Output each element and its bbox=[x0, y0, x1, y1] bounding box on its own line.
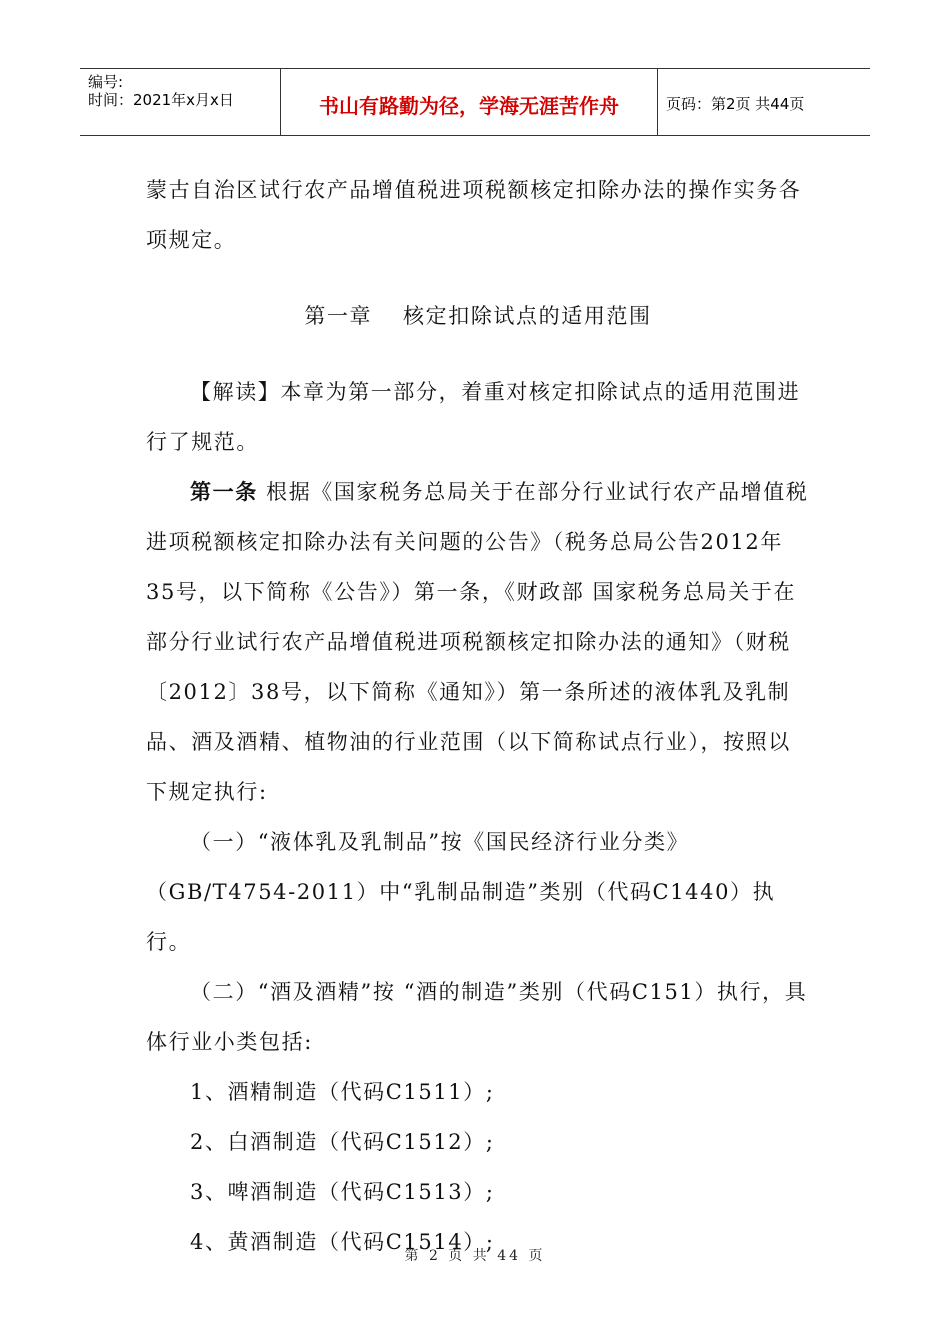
page-header bbox=[80, 68, 870, 136]
item-1-paragraph: （一）“液体乳及乳制品”按《国民经济行业分类》（GB/T4754-2011）中“乳制品制造”类别（代码C1440）执行。 bbox=[146, 830, 776, 954]
header-meta bbox=[80, 69, 281, 135]
document-body bbox=[146, 165, 810, 1267]
header-motto: 书山有路勤为径，学海无涯苦作舟 bbox=[281, 69, 658, 135]
sub-item-3: 3、啤酒制造（代码C1513）; bbox=[190, 1180, 495, 1204]
item-2-paragraph: （二）“酒及酒精”按 “酒的制造”类别（代码C151）执行，具体行业小类包括: bbox=[146, 980, 808, 1054]
document-number-label: 编号: bbox=[88, 73, 124, 91]
article-label: 第一条 bbox=[190, 479, 258, 504]
document-time: 时间：2021年x月x日 bbox=[88, 91, 234, 109]
sub-item-4: 4、黄酒制造（代码C1514）; bbox=[190, 1230, 495, 1254]
sub-item-1: 1、酒精制造（代码C1511）; bbox=[190, 1080, 495, 1104]
intro-paragraph: 蒙古自治区试行农产品增值税进项税额核定扣除办法的操作实务各项规定。 bbox=[146, 178, 802, 252]
article-text: 根据《国家税务总局关于在部分行业试行农产品增值税进项税额核定扣除办法有关问题的公告》（税务总局公告2012年35号，以下简称《公告》）第一条，《财政部 国家税务总局关于在部分行业试行农产品增值税进项税额核定扣除办法的通知》（财税〔2012〕38号，以下简称《通知》）第一条所述的液体乳及乳制品、酒及酒精、植物油的行业范围（以下简称试点行业），按照以下规定执行: bbox=[146, 480, 809, 804]
page-footer: 第 2 页 共 44 页 bbox=[404, 1248, 546, 1264]
article-1-paragraph bbox=[146, 467, 810, 817]
chapter-title: 第一章 核定扣除试点的适用范围 bbox=[304, 304, 652, 328]
sub-item-2: 2、白酒制造（代码C1512）; bbox=[190, 1130, 495, 1154]
header-page-info: 页码：第2页 共44页 bbox=[666, 94, 805, 113]
interpretation-paragraph: 【解读】本章为第一部分，着重对核定扣除试点的适用范围进行了规范。 bbox=[146, 380, 801, 454]
